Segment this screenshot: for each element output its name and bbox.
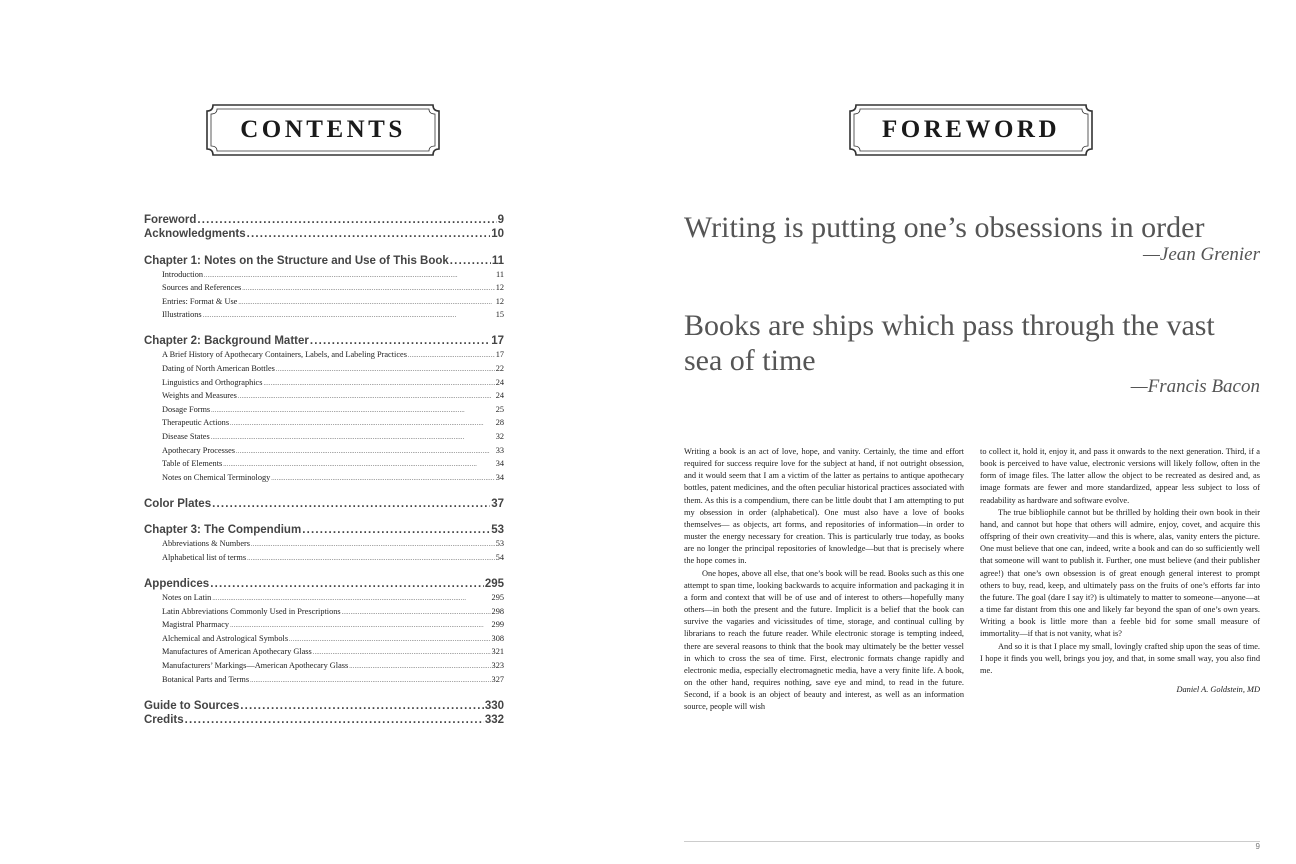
toc-sub-entry: [144, 605, 504, 619]
toc-sub-entry: [144, 430, 504, 444]
toc-leader-dots: [250, 673, 490, 687]
toc-leader-dots: [240, 699, 484, 713]
toc-main-entry: [144, 577, 504, 591]
toc-entry-page: 17: [491, 335, 504, 348]
toc-spacer: [144, 241, 504, 254]
toc-leader-dots: [251, 537, 495, 551]
toc-main-entry: [144, 227, 504, 241]
toc-entry-page: 17: [495, 350, 504, 360]
toc-entry-page: 10: [491, 228, 504, 240]
toc-sub-entry: [144, 416, 504, 430]
toc-spacer: [144, 565, 504, 578]
toc-spacer: [144, 686, 504, 699]
toc-leader-dots: [263, 376, 494, 390]
toc-sub-entry: [144, 591, 504, 605]
toc-entry-title: Sources and References: [162, 283, 242, 293]
toc-entry-page: 34: [495, 472, 504, 482]
toc-sub-entry: [144, 457, 504, 471]
toc-leader-dots: [230, 416, 495, 430]
foreword-column-1: [684, 446, 964, 713]
toc-entry-title: Linguistics and Orthographics: [162, 377, 263, 387]
toc-sub-entry: [144, 659, 504, 673]
toc-entry-title: Notes on Chemical Terminology: [162, 472, 271, 482]
foreword-heading-frame: [848, 103, 1094, 157]
toc-leader-dots: [185, 713, 484, 727]
toc-entry-title: Abbreviations & Numbers: [162, 539, 251, 549]
toc-leader-dots: [210, 577, 484, 591]
toc-main-entry: [144, 713, 504, 727]
foreword-body: [684, 446, 1260, 713]
paragraph: The true bibliophile cannot but be thrilled by holding their own book in their hand, and cannot but hope that others will admire, enjoy, covet, and acquire this offspring of their own creativity—and this is where, alas, vanity enters the picture. One must believe that one can, indeed, write a book and can do so sufficiently well that someone will want to publish it. Further, one must believe (and their publisher agree!) that one’s own obsession is of great enough general interest to prompt others to buy, read, keep, and ultimately pass on the fruits of one’s efforts far into the future. The goal (dare I say it?) is ultimately to matter to someone—anyone—at a time far distant from this one and likely far beyond the span of one’s own years. Writing a book is little more than a feeble bid for some small measure of immortality—if that is not vanity, what is?: [980, 507, 1260, 639]
toc-leader-dots: [276, 362, 495, 376]
toc-entry-title: Entries: Format & Use: [162, 296, 238, 306]
toc-sub-entry: [144, 362, 504, 376]
toc-spacer: [144, 484, 504, 497]
toc-entry-page: 12: [495, 283, 504, 293]
toc-entry-title: Latin Abbreviations Commonly Used in Prescriptions: [162, 606, 341, 616]
toc-leader-dots: [204, 268, 495, 282]
footer-rule: [684, 841, 1260, 842]
toc-entry-page: 299: [491, 620, 504, 630]
toc-entry-page: 327: [491, 674, 504, 684]
toc-entry-page: 33: [495, 445, 504, 455]
toc-sub-entry: [144, 645, 504, 659]
toc-entry-title: Guide to Sources: [144, 699, 240, 712]
toc-entry-title: Appendices: [144, 578, 210, 590]
toc-entry-page: 54: [495, 552, 504, 562]
toc-entry-title: Dating of North American Bottles: [162, 363, 275, 373]
toc-entry-page: 22: [495, 363, 504, 373]
toc-entry-title: Color Plates: [144, 497, 212, 510]
toc-leader-dots: [349, 659, 490, 673]
toc-sub-entry: [144, 403, 504, 417]
foreword-heading: FOREWORD: [882, 116, 1060, 143]
epigraph-quote-1: Writing is putting one’s obsessions in order: [684, 211, 1205, 244]
toc-entry-page: 24: [495, 377, 504, 387]
toc-sub-entry: [144, 471, 504, 485]
toc-leader-dots: [223, 457, 494, 471]
toc-entry-page: 332: [484, 713, 504, 726]
toc-spacer: [144, 322, 504, 335]
toc-entry-page: 53: [495, 539, 504, 549]
toc-sub-entry: [144, 389, 504, 403]
toc-sub-entry: [144, 673, 504, 687]
right-page: [648, 0, 1296, 864]
toc-entry-page: 37: [491, 497, 504, 510]
toc-leader-dots: [242, 281, 494, 295]
toc-leader-dots: [236, 444, 495, 458]
toc-leader-dots: [342, 605, 491, 619]
toc-leader-dots: [247, 551, 495, 565]
toc-entry-title: Manufacturers’ Markings—American Apothecary Glass: [162, 660, 349, 670]
toc-entry-title: Magistral Pharmacy: [162, 620, 230, 630]
toc-leader-dots: [310, 334, 490, 348]
toc-entry-title: Chapter 1: Notes on the Structure and Use of This Book: [144, 254, 449, 267]
toc-main-entry: [144, 254, 504, 268]
toc-entry-page: 34: [495, 459, 504, 469]
toc-spacer: [144, 511, 504, 524]
toc-sub-entry: [144, 376, 504, 390]
toc-entry-page: 24: [495, 391, 504, 401]
toc-entry-page: 321: [491, 647, 504, 657]
toc-entry-page: 323: [491, 660, 504, 670]
toc-entry-page: 32: [495, 431, 504, 441]
toc-entry-page: 11: [491, 254, 504, 267]
contents-heading-frame: [205, 103, 441, 157]
toc-sub-entry: [144, 551, 504, 565]
epigraph-quote-2: Books are ships which pass through the vast sea of time: [684, 309, 1215, 377]
toc-sub-entry: [144, 281, 504, 295]
toc-entry-page: 11: [496, 269, 504, 279]
toc-leader-dots: [313, 645, 491, 659]
toc-entry-title: Disease States: [162, 431, 210, 441]
toc-entry-title: Alphabetical list of terms: [162, 552, 247, 562]
toc-entry-title: Manufactures of American Apothecary Glass: [162, 647, 312, 657]
toc-sub-entry: [144, 308, 504, 322]
toc-leader-dots: [238, 295, 494, 309]
toc-entry-title: Foreword: [144, 214, 197, 226]
contents-heading: CONTENTS: [240, 116, 406, 143]
toc-entry-page: 295: [484, 578, 504, 590]
toc-main-entry: [144, 699, 504, 713]
toc-main-entry: [144, 213, 504, 227]
toc-sub-entry: [144, 295, 504, 309]
toc-entry-page: 298: [491, 606, 504, 616]
toc-entry-page: 308: [491, 633, 504, 643]
foreword-column-2: [980, 446, 1260, 713]
toc-leader-dots: [212, 497, 490, 511]
toc-entry-title: Alchemical and Astrological Symbols: [162, 633, 289, 643]
toc-sub-entry: [144, 537, 504, 551]
epigraph-attribution-1: —Jean Grenier: [1143, 244, 1260, 265]
toc-entry-title: Introduction: [162, 269, 204, 279]
toc-entry-title: Credits: [144, 713, 184, 726]
toc-entry-page: 9: [497, 214, 504, 226]
toc-entry-page: 330: [484, 699, 504, 712]
toc-entry-title: Acknowledgments: [144, 228, 246, 240]
toc-leader-dots: [271, 471, 494, 485]
toc-sub-entry: [144, 268, 504, 282]
toc-entry-title: Therapeutic Actions: [162, 418, 230, 428]
toc-entry-page: 28: [495, 418, 504, 428]
toc-entry-title: Table of Elements: [162, 459, 223, 469]
toc-entry-page: 25: [495, 404, 504, 414]
epigraph-attribution-2: —Francis Bacon: [1130, 376, 1260, 397]
toc-leader-dots: [408, 348, 495, 362]
toc-leader-dots: [289, 632, 491, 646]
toc-main-entry: [144, 497, 504, 511]
paragraph: One hopes, above all else, that one’s book will be read. Books such as this one attempt to span time, looking backwards to acquire information and packaging it in a form and context that will be of use and of interest to others—hopefully many others—in both the present and the future. Implicit is a belief that the book can survive the vagaries and vicissitudes of time, storage, and continual culling by librarians to reach the future reader. While electronic storage is tempting indeed, there are several reasons to think that the book may ultimately be the better vessel in which to cross the sea of time. First, electronic formats change rapidly and electronic media, especially electromagnetic media, have a very finite life. A book, on the other hand, requires nothing, save eye and mind, to read in the future. Second, if a book is an object of beauty and interest, as well as an information source, people will wish: [684, 568, 964, 712]
toc-entry-title: Chapter 2: Background Matter: [144, 335, 309, 348]
toc-leader-dots: [211, 430, 495, 444]
toc-leader-dots: [450, 254, 491, 268]
toc-leader-dots: [302, 523, 490, 537]
toc-entry-title: Chapter 3: The Compendium: [144, 524, 302, 537]
toc-sub-entry: [144, 444, 504, 458]
paragraph: And so it is that I place my small, lovingly crafted ship upon the seas of time. I hope it finds you well, brings you joy, and that, in some small way, you also find me.: [980, 641, 1260, 675]
paragraph: Writing a book is an act of love, hope, and vanity. Certainly, the time and effort required for success require love for the subject at hand, if not outright obsession, and it would seem that I am a victim of the latter as pertains to antique apothecary bottles, patent medicines, and the often peculiar historical practices associated with them. As this is a compendium, there can be little doubt that I am attempting to put my obsession in order (alphabetical). One must also have a love of books themselves— as objects, art forms, and repositories of information—in order to muster the energy necessary for creation. This is particularly true today, as books are no longer the principal repositories of knowledge—but that is precisely where the hope comes in.: [684, 447, 964, 566]
page-number: 9: [1255, 842, 1260, 851]
toc-entry-page: 12: [495, 296, 504, 306]
toc-entry-title: Dosage Forms: [162, 404, 211, 414]
toc-entry-title: Botanical Parts and Terms: [162, 674, 250, 684]
toc-entry-page: 15: [495, 310, 504, 320]
paragraph: to collect it, hold it, enjoy it, and pass it onwards to the next generation. Third, if a book is perceived to have value, electronic versions will likely follow, often in the form of image files. The latter allow the object to be recreated as desired and, as image formats are fewer and more standardized, appear less subject to loss of readability as hardware and software evolve.: [980, 447, 1260, 505]
toc-sub-entry: [144, 618, 504, 632]
toc-entry-title: Apothecary Processes: [162, 445, 236, 455]
toc-entry-title: A Brief History of Apothecary Containers, Labels, and Labeling Practices: [162, 350, 407, 360]
toc-main-entry: [144, 334, 504, 348]
toc-entry-title: Notes on Latin: [162, 593, 212, 602]
table-of-contents: [144, 213, 504, 727]
author-signature: Daniel A. Goldstein, MD: [1176, 684, 1260, 694]
toc-leader-dots: [238, 389, 495, 403]
toc-leader-dots: [247, 227, 491, 241]
toc-leader-dots: [211, 403, 495, 417]
toc-leader-dots: [197, 213, 496, 227]
toc-main-entry: [144, 523, 504, 537]
toc-entry-title: Illustrations: [162, 310, 202, 320]
toc-entry-page: 295: [491, 593, 504, 602]
toc-entry-page: 53: [491, 524, 504, 537]
toc-entry-title: Weights and Measures: [162, 391, 237, 401]
toc-sub-entry: [144, 348, 504, 362]
toc-leader-dots: [230, 618, 490, 632]
toc-leader-dots: [212, 591, 490, 605]
toc-sub-entry: [144, 632, 504, 646]
toc-leader-dots: [203, 308, 495, 322]
